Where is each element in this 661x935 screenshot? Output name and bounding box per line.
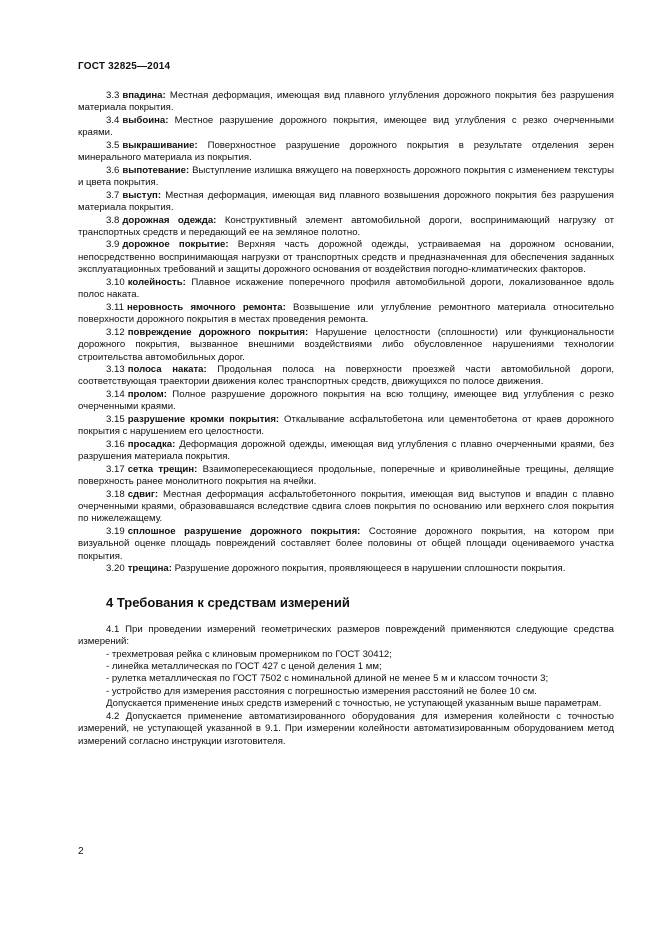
definition-number: 3.5 <box>106 139 120 151</box>
definition-term: сетка трещин: <box>127 463 198 475</box>
definition-number: 3.17 <box>106 463 125 475</box>
definition-term: полоса наката: <box>127 363 207 375</box>
definition-term: неровность ямочного ремонта: <box>126 301 286 313</box>
definition-number: 3.6 <box>106 164 120 176</box>
list-item: - линейка металлическая по ГОСТ 427 с ценой деления 1 мм; <box>106 661 382 673</box>
definition-3-9 <box>78 239 614 276</box>
definition-number: 3.8 <box>106 214 120 226</box>
definition-term: сплошное разрушение дорожного покрытия: <box>127 525 361 537</box>
definition-term: сдвиг: <box>127 488 159 500</box>
section-4-title: 4 Требования к средствам измерений <box>106 594 350 610</box>
definition-term: повреждение дорожного покрытия: <box>127 326 309 338</box>
paragraph-permission: Допускается применение иных средств измерений с точностью, не уступающей указанным выше параметрам. <box>106 698 602 710</box>
definition-text: Деформация дорожной одежды, имеющая вид углубления с плавно очерченными краями, без разрушения материала покрытия. <box>78 438 614 463</box>
definition-3-6 <box>78 165 614 190</box>
definition-text: Полное разрушение дорожного покрытия на всю толщину, имеющее вид углубления с резко очерченными краями. <box>78 388 614 413</box>
definition-text: Конструктивный элемент автомобильной дороги, воспринимающий нагрузку от транспортных средств и передающий ее на земляное полотно. <box>78 214 614 238</box>
definition-text: Местное разрушение дорожного покрытия, имеющее вид углубления с резко очерченными краями. <box>78 114 614 139</box>
definition-text: Состояние дорожного покрытия, на котором при визуальной оценке площадь повреждений составляет более половины от общей площади оцениваемого участка покрытия. <box>78 525 614 562</box>
definition-3-16 <box>78 439 614 464</box>
definition-text: Продольная полоса на поверхности проезжей части автомобильной дороги, соответствующая траектории движения колес транспортных средств, движущихся по полосе движения. <box>78 363 614 388</box>
list-item: - рулетка металлическая по ГОСТ 7502 с номинальной длиной не менее 5 м и классом точности 3; <box>106 673 549 685</box>
definition-number: 3.13 <box>106 363 125 375</box>
definition-3-11 <box>78 302 614 327</box>
paragraph-4-1: 4.1 При проведении измерений геометрических размеров повреждений применяются следующие средства измерений: <box>78 623 614 648</box>
definition-3-15 <box>78 414 614 439</box>
definition-3-5 <box>78 140 614 165</box>
document-body <box>78 90 614 748</box>
definition-3-8 <box>78 215 614 240</box>
definition-text: Местная деформация асфальтобетонного покрытия, имеющая вид выступов и впадин с плавно очерченными краями, образовавшаяся вследствие сдвига слоев покрытия по основанию или верхнего слоя покрытия по нижележащему. <box>78 488 614 525</box>
definition-term: разрушение кромки покрытия: <box>127 413 280 425</box>
definition-text: Выступление излишка вяжущего на поверхность дорожного покрытия с изменением текстуры и цвета покрытия. <box>78 164 614 189</box>
list-item: - устройство для измерения расстояния с погрешностью измерения расстояний не более 10 см. <box>106 685 537 697</box>
definition-3-10 <box>78 277 614 302</box>
definition-text: Возвышение или углубление ремонтного материала относительно поверхности дорожного покрытия в местах проведения ремонта. <box>78 301 614 326</box>
definition-number: 3.10 <box>106 276 125 288</box>
definition-number: 3.20 <box>106 563 125 575</box>
definition-text: Местная деформация, имеющая вид плавного возвышения дорожного покрытия без разрушения материала покрытия. <box>78 189 614 214</box>
definition-number: 3.15 <box>106 413 125 425</box>
definition-term: трещина: <box>127 563 172 575</box>
definition-3-7 <box>78 190 614 215</box>
definition-number: 3.3 <box>106 90 120 101</box>
definition-number: 3.19 <box>106 525 125 537</box>
definition-text: Верхняя часть дорожной одежды, устраиваемая на дорожном основании, непосредственно воспринимающая нагрузки от транспортных средств и предназначенная для обеспечения заданных эксплуатационных требований и защиты дорожного основания от воздействия погодно-климатических факторов. <box>78 239 614 276</box>
definition-3-13 <box>78 364 614 389</box>
definition-term: выступ: <box>122 189 162 201</box>
definition-term: впадина: <box>122 90 166 101</box>
definition-3-14 <box>78 389 614 414</box>
definition-number: 3.9 <box>106 239 120 251</box>
definition-text: Нарушение целостности (сплошности) или функциональности дорожного покрытия, вызванное внешними воздействиями либо обусловленное нарушениями технологии строительства автомобильных дорог. <box>78 326 614 363</box>
definition-number: 3.4 <box>106 114 120 126</box>
definition-3-12 <box>78 327 614 364</box>
definition-term: пролом: <box>127 388 167 400</box>
definition-text: Поверхностное разрушение дорожного покрытия в результате отделения зерен минерального материала из покрытия. <box>78 139 614 164</box>
definition-3-3 <box>78 90 614 115</box>
definition-term: просадка: <box>127 438 176 450</box>
definition-3-4 <box>78 115 614 140</box>
definition-text: Плавное искажение поперечного профиля автомобильной дороги, локализованное вдоль полос наката. <box>78 276 614 301</box>
page-number: 2 <box>78 846 84 857</box>
definition-term: выбоина: <box>122 114 169 126</box>
definition-number: 3.18 <box>106 488 125 500</box>
definition-term: дорожная одежда: <box>122 214 217 226</box>
list-item: - трехметровая рейка с клиновым промерником по ГОСТ 30412; <box>106 648 392 660</box>
definition-number: 3.16 <box>106 438 125 450</box>
definition-number: 3.7 <box>106 189 120 201</box>
definition-term: колейность: <box>127 276 186 288</box>
definition-text: Местная деформация, имеющая вид плавного углубления дорожного покрытия без разрушения материала покрытия. <box>78 90 614 114</box>
definition-number: 3.12 <box>106 326 125 338</box>
definition-3-19 <box>78 526 614 563</box>
definition-3-17 <box>78 464 614 489</box>
definition-number: 3.11 <box>106 301 124 313</box>
paragraph-4-2: 4.2 Допускается применение автоматизированного оборудования для измерения колейности с точностью измерений, не уступающей указанной в 9.1. При измерении колейности автоматизированным оборудованием метод измерений согласно инструкции изготовителя. <box>78 710 614 747</box>
definition-3-20 <box>78 563 614 575</box>
definition-number: 3.14 <box>106 388 125 400</box>
definition-term: выкрашивание: <box>122 139 198 151</box>
definition-term: дорожное покрытие: <box>122 239 229 251</box>
definition-term: выпотевание: <box>122 164 190 176</box>
definition-text: Откалывание асфальтобетона или цементобетона от краев дорожного покрытия с нарушением его целостности. <box>78 413 614 438</box>
definition-text: Взаимопересекающиеся продольные, поперечные и криволинейные трещины, делящие поверхность ранее монолитного покрытия на ячейки. <box>78 463 614 488</box>
definition-3-18 <box>78 489 614 526</box>
document-header: ГОСТ 32825—2014 <box>78 61 171 72</box>
definition-text: Разрушение дорожного покрытия, проявляющееся в нарушении сплошности покрытия. <box>171 563 566 575</box>
